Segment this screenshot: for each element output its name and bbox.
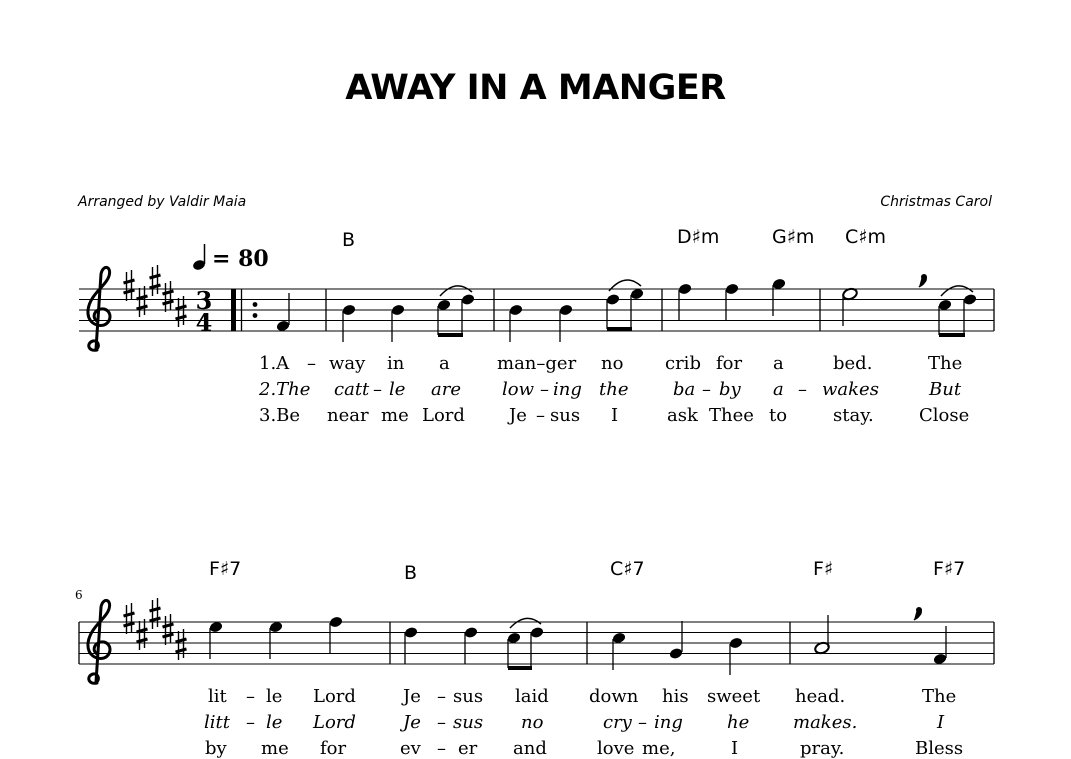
lyric-syllable: Lord: [313, 712, 356, 733]
key-signature: [124, 265, 187, 327]
lyric-hyphen: –: [638, 712, 647, 733]
lyric-syllable: crib: [665, 353, 701, 374]
lyric-syllable: bed.: [833, 353, 873, 374]
lyric-syllable: near: [327, 405, 369, 426]
time-signature-bottom: 4: [195, 308, 213, 337]
lyric-syllable: ing: [553, 379, 582, 400]
lyric-syllable: low: [502, 379, 535, 400]
song-title: AWAY IN A MANGER: [345, 68, 726, 108]
genre-credit: Christmas Carol: [880, 194, 992, 210]
chord-symbol: F♯7: [209, 558, 242, 580]
note-stems: [289, 285, 964, 342]
lyric-hyphen: –: [246, 686, 255, 707]
lyric-syllable: Bless: [915, 738, 964, 759]
lyric-syllable: sus: [550, 405, 581, 426]
lyric-syllable: litt: [204, 712, 230, 733]
lyric-syllable: Je: [509, 405, 527, 426]
beams: [438, 327, 965, 337]
lyric-syllable: no: [521, 712, 544, 733]
lyric-syllable: ask: [667, 405, 698, 426]
lyric-syllable: he: [727, 712, 750, 733]
lyric-syllable: 1.A: [259, 353, 290, 374]
key-signature: [124, 598, 187, 660]
lyric-syllable: sus: [453, 686, 484, 707]
lyric-syllable: Lord: [422, 405, 465, 426]
lyric-hyphen: –: [798, 379, 807, 400]
lyric-syllable: makes.: [793, 712, 858, 733]
lyric-syllable: le: [266, 686, 283, 707]
lyric-hyphen: –: [536, 405, 545, 426]
lyric-syllable: I: [611, 405, 619, 426]
lyric-syllable: I: [937, 712, 945, 733]
chord-symbol: F♯: [813, 558, 834, 580]
note-heads: [276, 278, 978, 333]
note-heads: [209, 616, 948, 666]
measure-number: 6: [75, 588, 83, 602]
lyric-hyphen: –: [702, 379, 711, 400]
note-stems: [210, 615, 946, 675]
lyric-hyphen: –: [437, 686, 446, 707]
lyric-syllable: Je: [403, 712, 421, 733]
lyric-syllable: cry: [603, 712, 632, 733]
lyric-syllable: love: [597, 738, 635, 759]
chord-symbol: C♯7: [610, 558, 645, 580]
lyric-syllable: pray.: [800, 738, 845, 759]
lyric-hyphen: –: [540, 379, 549, 400]
lyric-syllable: by: [719, 379, 741, 400]
lyric-syllable: 3.Be: [259, 405, 301, 426]
chord-symbol: C♯m: [845, 226, 886, 248]
lyric-syllable: ba: [673, 379, 696, 400]
treble-clef-icon: [88, 600, 110, 683]
lyric-syllable: no: [601, 353, 624, 374]
lyric-syllable: I: [731, 738, 739, 759]
lyric-syllable: me: [381, 405, 409, 426]
breath-mark-dot: [916, 607, 922, 613]
lyric-syllable: Close: [919, 405, 970, 426]
lyric-syllable: le: [266, 712, 283, 733]
lyric-syllable: catt: [334, 379, 370, 400]
lyric-syllable: ing: [654, 712, 683, 733]
lyric-syllable: and: [513, 738, 547, 759]
chord-symbol: G♯m: [772, 226, 815, 248]
chord-symbol: B: [404, 562, 418, 584]
lyric-syllable: a: [439, 353, 450, 374]
lyric-syllable: head.: [795, 686, 846, 707]
lyric-syllable: the: [599, 379, 629, 400]
lyric-syllable: lit: [208, 686, 227, 707]
lyric-syllable: 2.The: [259, 379, 311, 400]
lyric-syllable: to: [769, 405, 788, 426]
time-signature-top: 3: [195, 286, 213, 315]
lyric-syllable: his: [662, 686, 689, 707]
arranger-credit: Arranged by Valdir Maia: [78, 194, 247, 210]
lyric-syllable: for: [320, 738, 347, 759]
slurs: [510, 618, 541, 628]
breath-mark-dot: [921, 274, 927, 280]
lyric-syllable: me,: [642, 738, 676, 759]
lyric-syllable: laid: [515, 686, 549, 707]
lyric-syllable: a: [773, 353, 784, 374]
lyric-syllable: But: [929, 379, 962, 400]
lyric-syllable: sweet: [707, 686, 761, 707]
lyric-syllable: a: [773, 379, 784, 400]
lyric-syllable: man–ger: [497, 353, 577, 374]
slurs: [440, 280, 973, 296]
lyric-syllable: way: [329, 353, 366, 374]
lyric-syllable: Lord: [313, 686, 356, 707]
lyric-syllable: le: [389, 379, 406, 400]
lyric-syllable: by: [205, 738, 227, 759]
lyric-syllable: wakes: [822, 379, 879, 400]
lyric-syllable: ev: [400, 738, 421, 759]
quarter-note-icon: [192, 244, 206, 271]
chord-symbol: F♯7: [933, 558, 966, 580]
lyric-syllable: stay.: [833, 405, 874, 426]
beams: [508, 666, 532, 670]
lyric-syllable: Thee: [709, 405, 754, 426]
treble-clef-icon: [88, 267, 110, 350]
lyric-syllable: me: [261, 738, 289, 759]
lyric-syllable: for: [716, 353, 743, 374]
chord-symbol: B: [342, 229, 356, 251]
lyric-syllable: are: [431, 379, 461, 400]
tempo-marking: = 80: [212, 246, 269, 272]
lyric-hyphen: –: [437, 738, 446, 759]
chord-symbol: D♯m: [677, 226, 720, 248]
lyric-syllable: er: [458, 738, 478, 759]
lyric-hyphen: –: [307, 353, 316, 374]
lyric-syllable: sus: [453, 712, 484, 733]
lyric-hyphen: –: [437, 712, 446, 733]
lyric-syllable: The: [928, 353, 963, 374]
lyric-syllable: The: [922, 686, 957, 707]
lyric-syllable: in: [387, 353, 405, 374]
lyric-hyphen: –: [246, 712, 255, 733]
lyric-hyphen: –: [373, 379, 382, 400]
lyric-syllable: down: [589, 686, 639, 707]
lyric-syllable: Je: [403, 686, 421, 707]
